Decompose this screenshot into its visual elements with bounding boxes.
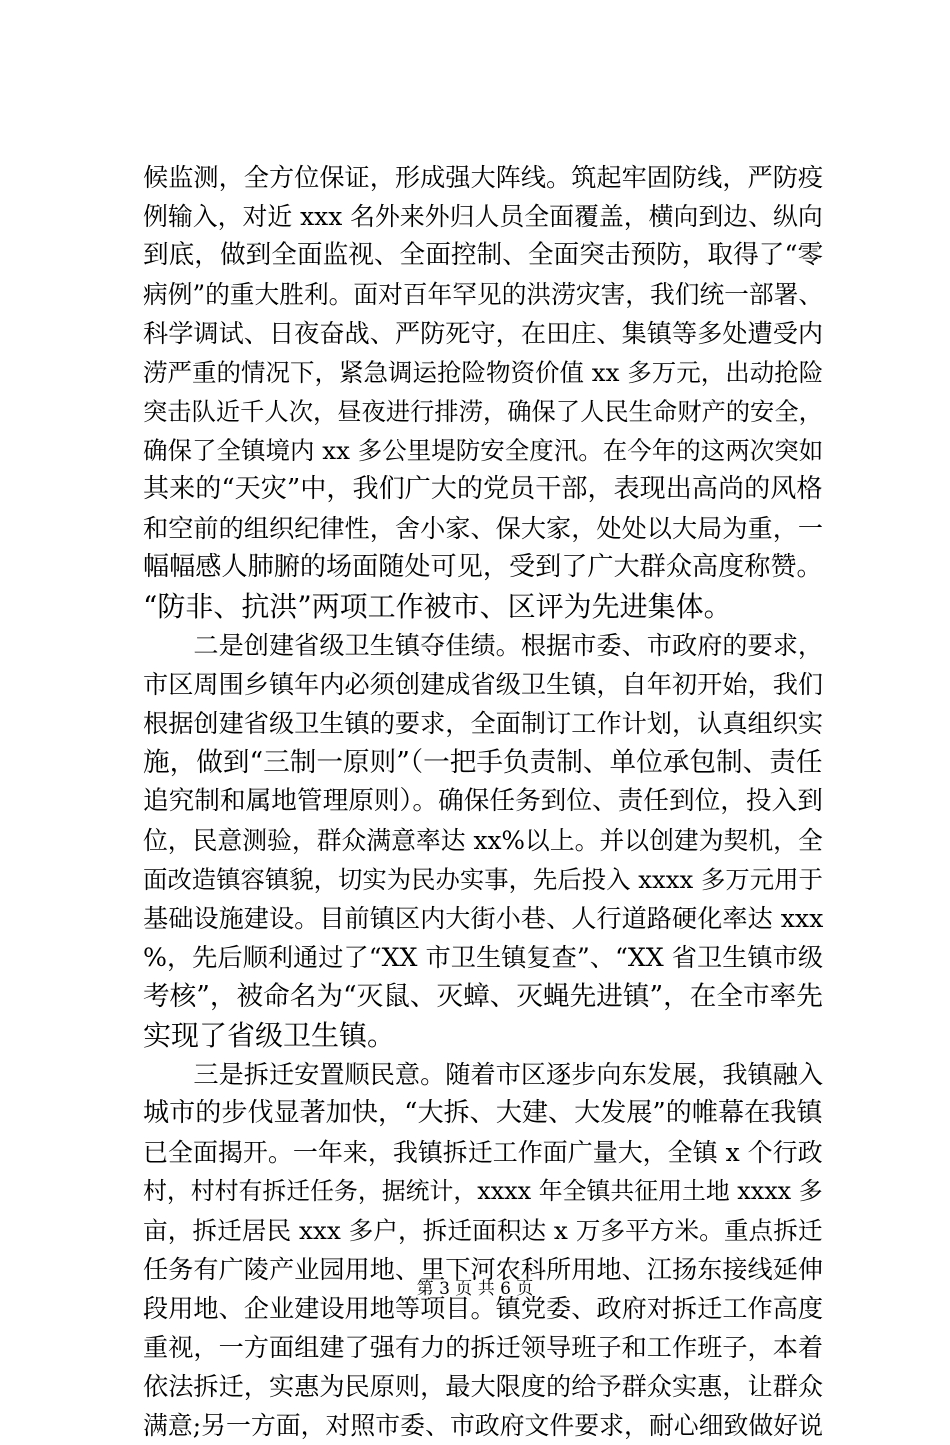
text-line: 突击队近千人次，昼夜进行排涝，确保了人民生命财产的安全，	[143, 397, 823, 426]
text-line: 满意;另一方面，对照市委、市政府文件要求，耐心细致做好说	[143, 1411, 824, 1440]
text-line: 候监测，全方位保证，形成强大阵线。筑起牢固防线，严防疫	[143, 163, 824, 192]
text-line: 实现了省级卫生镇。	[143, 1019, 396, 1052]
text-line: 已全面揭开。一年来，我镇拆迁工作面广量大，全镇 x 个行政	[143, 1138, 823, 1167]
text-line: 市区周围乡镇年内必须创建成省级卫生镇，自年初开始，我们	[143, 670, 824, 699]
text-line: 考核”，被命名为“灭鼠、灭蟑、灭蝇先进镇”，在全市率先	[143, 981, 823, 1012]
text-line: 面改造镇容镇貌，切实为民办实事，先后投入 xxxx 多万元用于	[143, 865, 823, 894]
text-line: 重视，一方面组建了强有力的拆迁领导班子和工作班子，本着	[143, 1333, 824, 1362]
text-line: 科学调试、日夜奋战、严防死守，在田庄、集镇等多处遭受内	[143, 319, 824, 348]
text-line: 根据创建省级卫生镇的要求，全面制订工作计划，认真组织实	[143, 709, 824, 738]
body-text	[143, 158, 823, 1445]
text-line: 村，村村有拆迁任务，据统计，xxxx 年全镇共征用土地 xxxx 多	[143, 1177, 823, 1205]
text-line: 追究制和属地管理原则）。确保任务到位、责任到位，投入到	[143, 786, 823, 816]
text-line: 段用地、企业建设用地等项目。镇党委、政府对拆迁工作高度	[143, 1294, 824, 1323]
text-line: 到底，做到全面监视、全面控制、全面突击预防，取得了“零	[143, 240, 824, 270]
text-line: 位，民意测验，群众满意率达 xx%以上。并以创建为契机，全	[143, 826, 823, 855]
text-line: “防非、抗洪”两项工作被市、区评为先进集体。	[143, 590, 732, 623]
text-line: 和空前的组织纪律性，舍小家、保大家，处处以大局为重，一	[143, 514, 824, 543]
page-footer: 第 3 页 共 6 页	[416, 1279, 534, 1299]
text-line: 三是拆迁安置顺民意。随着市区逐步向东发展，我镇融入	[143, 1060, 824, 1089]
text-line: 城市的步伐显著加快，“大拆、大建、大发展”的帷幕在我镇	[143, 1098, 823, 1128]
text-line: 确保了全镇境内 xx 多公里堤防安全度汛。在今年的这两次突如	[143, 436, 824, 465]
text-line: 依法拆迁，实惠为民原则，最大限度的给予群众实惠，让群众	[143, 1372, 824, 1401]
text-line: 亩，拆迁居民 xxx 多户，拆迁面积达 x 万多平方米。重点拆迁	[143, 1216, 823, 1245]
text-line: 例输入，对近 xxx 名外来外归人员全面覆盖，横向到边、纵向	[143, 202, 823, 231]
text-line: 基础设施建设。目前镇区内大街小巷、人行道路硬化率达 xxx	[143, 904, 824, 933]
text-line: %，先后顺利通过了“XX 市卫生镇复查”、“XX 省卫生镇市级	[143, 943, 824, 972]
text-line: 涝严重的情况下，紧急调运抢险物资价值 xx 多万元，出动抢险	[143, 358, 824, 387]
text-line: 其来的“天灾”中，我们广大的党员干部，表现出高尚的风格	[143, 474, 823, 504]
text-line: 二是创建省级卫生镇夺佳绩。根据市委、市政府的要求，	[143, 631, 824, 660]
text-line: 施，做到“三制一原则”（一把手负责制、单位承包制、责任	[143, 747, 823, 778]
text-line: 病例”的重大胜利。面对百年罕见的洪涝灾害，我们统一部署、	[143, 280, 824, 309]
text-line: 幅幅感人肺腑的场面随处可见，受到了广大群众高度称赞。	[143, 552, 823, 582]
text-line: 任务有广陵产业园用地、里下河农科所用地、江扬东接线延伸	[143, 1255, 824, 1284]
